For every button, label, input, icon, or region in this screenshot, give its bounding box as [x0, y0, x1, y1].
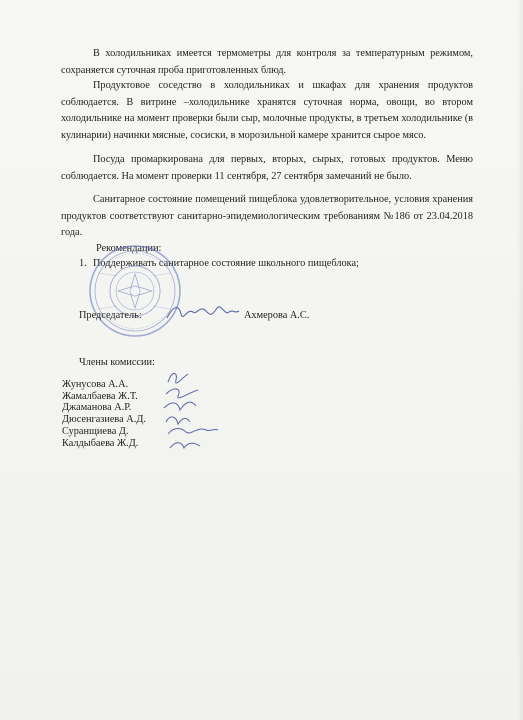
recommendations-heading: Рекомендации: [96, 243, 162, 254]
paragraph-dishes-menu: Посуда промаркирована для первых, вторых, сырых, готовых продуктов. Меню соблюдается. На момент проверки 11 сентября, 27 сентября замечаний не было. [61, 154, 473, 182]
member-signatures-icon [160, 368, 230, 460]
member-name: Жамалбаева Ж.Т. [62, 390, 138, 402]
chairman-signature-icon [163, 300, 241, 326]
paragraph-thermometers: В холодильниках имеется термометры для контроля за температурным режимом, сохраняется суточная проба приготовленных блюд. [61, 48, 473, 76]
recommendation-number: 1. [79, 258, 87, 269]
paragraph-sanitary-state: Санитарное состояние помещений пищеблока удовлетворительное, условия хранения продуктов соответствуют санитарно-эпидемиологическим требованиям №186 от 23.04.2018 года. [61, 194, 473, 239]
member-name: Жунусова А.А. [62, 379, 129, 390]
commission-label: Члены комиссии: [79, 357, 155, 368]
member-name: Суранщиева Д. [62, 425, 129, 437]
member-name: Дюсенгазиева А.Д. [62, 414, 146, 426]
member-name: Джаманова А.Р. [62, 402, 132, 414]
commission-members-list [62, 379, 146, 449]
chairman-label: Председатель: [79, 310, 142, 321]
page-edge-shadow [517, 0, 523, 720]
member-name: Калдыбаева Ж.Д. [62, 437, 139, 449]
recommendation-text: Поддерживать санитарное состояние школьного пищеблока; [93, 258, 359, 269]
paragraph-product-storage: Продуктовое соседство в холодильниках и шкафах для хранения продуктов соблюдается. В витрине –холодильнике хранятся суточная норма, овощи, во втором холодильнике на момент проверки были сыр, молочные продукты, в третьем холодильнике (в кулинарии) начинки мясные, сосиски, в морозильной камере хранится сырое мясо. [61, 80, 473, 141]
chairman-name: Ахмерова А.С. [244, 310, 310, 321]
